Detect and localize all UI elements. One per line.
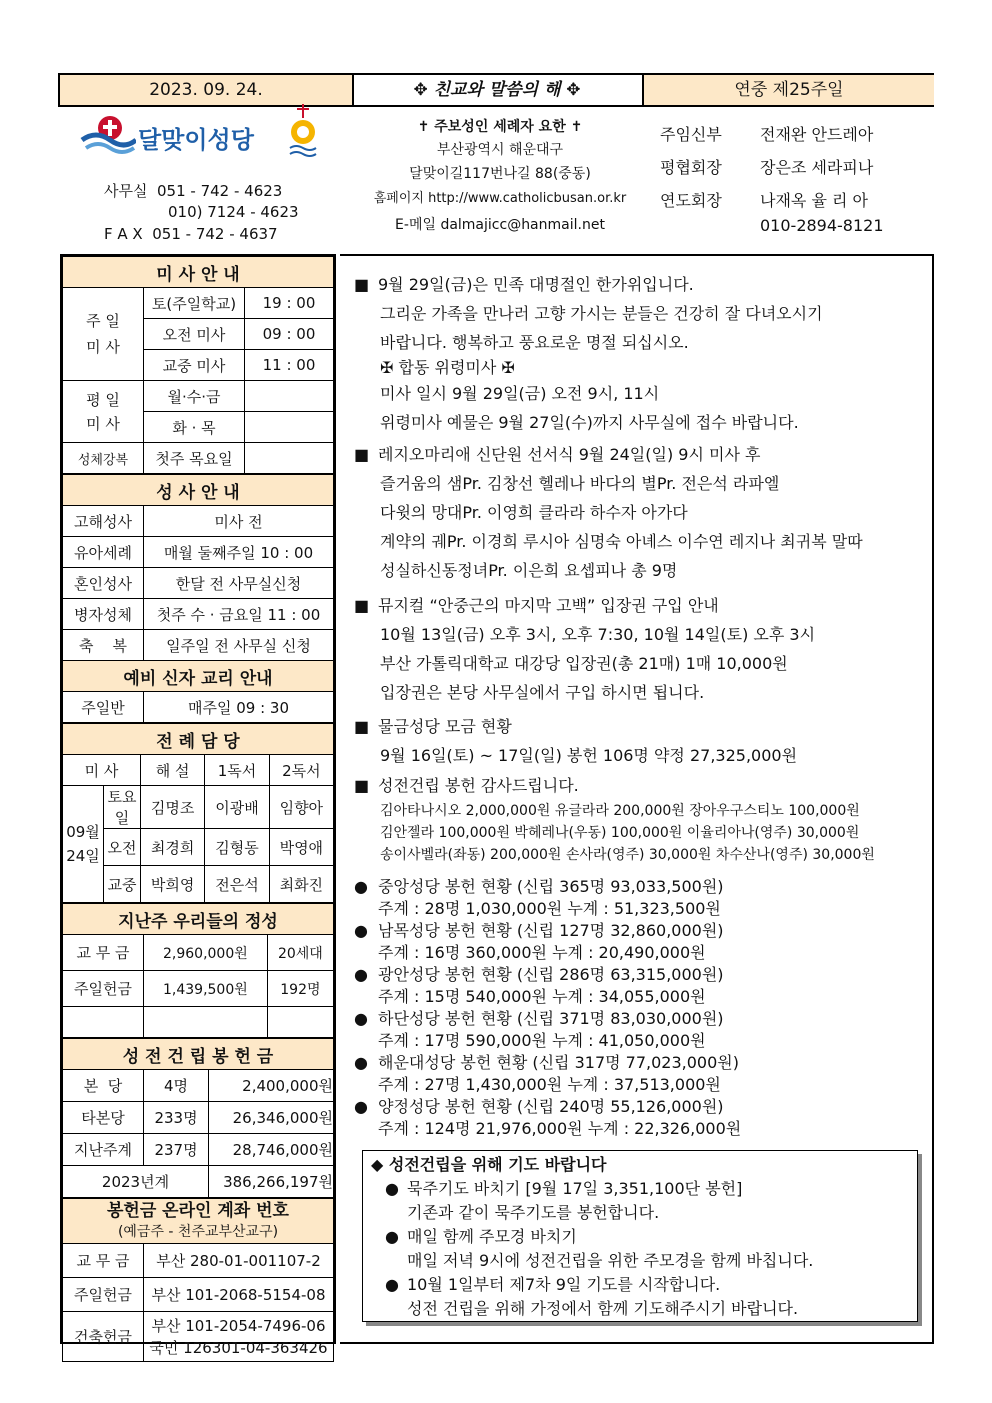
- catechumen-title: 예비 신자 교리 안내: [63, 661, 334, 692]
- account-label: 주일헌금: [63, 1278, 144, 1312]
- parish-detail: 주계 : 17명 590,000원 누계 : 41,050,000원: [378, 1031, 706, 1050]
- offering-count: 20세대: [267, 935, 333, 971]
- donor-line: 김안젤라 100,000원 박헤레나(우동) 100,000원 이율리아나(영주) 30,000원: [380, 825, 860, 841]
- fund-amount: 28,746,000원: [209, 1134, 334, 1166]
- parish-detail: 주계 : 28명 1,030,000원 누계 : 51,323,500원: [378, 899, 721, 918]
- notice-text: 9월 16일(토) ~ 17일(일) 봉헌 106명 약정 27,325,000원: [380, 746, 798, 765]
- parish-title: 남목성당 봉헌 현황 (신립 127명 32,860,000원): [378, 921, 724, 940]
- parish-detail: 주계 : 124명 21,976,000원 누계 : 22,326,000원: [378, 1119, 742, 1138]
- mobile-phone: 010) 7124 - 4623: [168, 203, 299, 221]
- dot-bullet-icon: ●: [354, 877, 368, 896]
- fund-label: 본 당: [63, 1070, 144, 1102]
- mass-time: 09 : 00: [245, 319, 334, 350]
- liturgical-week: 연중 제25주일: [642, 75, 934, 105]
- prayer-item-body: 매일 저녁 9시에 성전건립을 위한 주모경을 함께 바칩니다.: [407, 1251, 814, 1270]
- year-theme: ✥ 친교와 말씀의 해 ✥: [413, 80, 581, 100]
- catechumen-label: 주일반: [63, 692, 144, 723]
- email-link[interactable]: E-메일 dalmajicc@hanmail.net: [395, 217, 605, 233]
- liturgy-reading1: 전은석: [205, 866, 269, 903]
- fund-label: 지난주계: [63, 1134, 144, 1166]
- notice-thanks: [354, 771, 875, 866]
- offering-amount: 1,439,500원: [144, 971, 268, 1007]
- adoration-label: 성체강복: [63, 443, 144, 474]
- building-fund-title: 성 전 건 립 봉 헌 금: [63, 1039, 334, 1070]
- dot-bullet-icon: ●: [385, 1275, 399, 1294]
- account-number: 국민 126301-04-363426: [149, 1338, 328, 1357]
- fund-count: 4명: [144, 1070, 209, 1102]
- notice-text: 뮤지컬 “안중근의 마지막 고백” 입장권 구입 안내: [378, 596, 719, 615]
- liturgy-header: 1독서: [205, 755, 269, 786]
- square-bullet-icon: ■: [354, 776, 370, 795]
- notice-text: 레지오마리애 신단원 선서식 9월 24일(일) 9시 미사 후: [378, 445, 761, 464]
- liturgy-mass: 토요일: [104, 786, 141, 829]
- parish-detail: 주계 : 15명 540,000원 누계 : 34,055,000원: [378, 987, 706, 1006]
- fund-amount: 26,346,000원: [209, 1102, 334, 1134]
- notice-text: ✠ 합동 위령미사 ✠: [380, 358, 515, 377]
- fund-count: 233명: [144, 1102, 209, 1134]
- notice-text: 물금성당 모금 현황: [378, 717, 512, 736]
- address-line-2: 달맞이길117번나길 88(중동): [409, 166, 591, 182]
- staff-role: 주임신부: [660, 125, 722, 144]
- fund-count: 237명: [144, 1134, 209, 1166]
- mass-guide-title: 미 사 안 내: [63, 257, 334, 288]
- staff-name: 나재옥 율 리 아: [760, 191, 868, 210]
- parish-title: 중앙성당 봉헌 현황 (신립 365명 93,033,500원): [378, 877, 724, 896]
- mass-name: 월·수·금: [144, 381, 245, 412]
- account-number: 부산 101-2068-5154-08: [144, 1278, 334, 1312]
- dot-bullet-icon: ●: [354, 1053, 368, 1072]
- prayer-title: ◆ 성전건립을 위해 기도 바랍니다: [371, 1155, 607, 1174]
- parish-detail: 주계 : 16명 360,000원 누계 : 20,490,000원: [378, 943, 706, 962]
- parish-title: 해운대성당 봉헌 현황 (신립 317명 77,023,000원): [378, 1053, 739, 1072]
- mass-name: 화 · 목: [144, 412, 245, 443]
- notice-text: 부산 가톨릭대학교 대강당 입장권(총 21매) 1매 10,000원: [380, 654, 788, 673]
- parish-title: 광안성당 봉헌 현황 (신립 286명 63,315,000원): [378, 965, 724, 984]
- dot-bullet-icon: ●: [354, 965, 368, 984]
- sacrament-value: 매월 둘째주일 10 : 00: [144, 537, 334, 568]
- bulletin-date: 2023. 09. 24.: [60, 75, 354, 105]
- dot-bullet-icon: ●: [354, 1097, 368, 1116]
- accounts-subtitle: (예금주 - 천주교부산교구): [117, 1223, 279, 1240]
- staff-name: 장은조 세라피나: [760, 158, 874, 177]
- sunday-mass-label: 주 일 미 사: [63, 288, 144, 381]
- mass-time: 19 : 00: [245, 288, 334, 319]
- offerings-title: 지난주 우리들의 정성: [63, 904, 334, 935]
- accounts-title-text: 봉헌금 온라인 계좌 번호: [107, 1200, 289, 1221]
- fax-number: F A X 051 - 742 - 4637: [104, 225, 278, 243]
- header-bar: [58, 73, 934, 107]
- mass-name: 교중 미사: [144, 350, 245, 381]
- prayer-item-head: 매일 함께 주모경 바치기: [407, 1227, 577, 1246]
- prayer-box: [362, 1150, 918, 1322]
- account-label: 건축헌금: [63, 1312, 144, 1362]
- notice-text: 바랍니다. 행복하고 풍요로운 명절 되십시오.: [380, 333, 689, 352]
- notice-text: 그리운 가족을 만나러 고향 가시는 분들은 건강히 잘 다녀오시기: [380, 304, 823, 323]
- liturgy-mass: 오전: [104, 829, 141, 866]
- staff-list: [660, 118, 930, 217]
- prayer-item-head: 10월 1일부터 제7차 9일 기도를 시작합니다.: [407, 1275, 721, 1294]
- notice-mulgeum: [354, 712, 797, 770]
- notice-text: 즐거움의 샘Pr. 김창선 헬레나 바다의 별Pr. 전은석 라파엘: [380, 474, 780, 493]
- sacrament-label: 혼인성사: [63, 568, 144, 599]
- notice-legio: [354, 440, 863, 585]
- parish-detail: 주계 : 27명 1,430,000원 누계 : 37,513,000원: [378, 1075, 721, 1094]
- liturgy-header: 2독서: [269, 755, 333, 786]
- church-logo-icon: [80, 112, 136, 158]
- notice-text: 계약의 궤Pr. 이경희 루시아 심명숙 아녜스 이수연 레지나 최귀복 말따: [380, 532, 863, 551]
- mass-name: 토(주일학교): [144, 288, 245, 319]
- weekday-mass-label: 평 일 미 사: [63, 381, 144, 443]
- offering-count: 192명: [267, 971, 333, 1007]
- liturgy-reading1: 이광배: [205, 786, 269, 829]
- parish-title: 하단성당 봉헌 현황 (신립 371명 83,030,000원): [378, 1009, 724, 1028]
- sacrament-label: 고해성사: [63, 506, 144, 537]
- fund-label: 타본당: [63, 1102, 144, 1134]
- fund-year-label: 2023년계: [63, 1166, 209, 1198]
- mass-name: 오전 미사: [144, 319, 245, 350]
- mass-time: [245, 381, 334, 412]
- staff-role: 평협회장: [660, 158, 722, 177]
- parish-name: 달맞이성당: [138, 126, 254, 154]
- address-line-1: 부산광역시 해운대구: [436, 142, 564, 158]
- catechumen-value: 매주일 09 : 30: [144, 692, 334, 723]
- notice-musical: [354, 591, 815, 707]
- liturgy-reading2: 최화진: [269, 866, 333, 903]
- sacrament-label: 유아세례: [63, 537, 144, 568]
- sacrament-label: 병자성체: [63, 599, 144, 630]
- fund-amount: 2,400,000원: [209, 1070, 334, 1102]
- parish-offerings-list: [354, 876, 741, 1140]
- sacrament-value: 미사 전: [144, 506, 334, 537]
- mass-time: 11 : 00: [245, 350, 334, 381]
- offering-label: 주일헌금: [63, 971, 144, 1007]
- liturgy-header: 미 사: [63, 755, 141, 786]
- liturgy-reading2: 박영애: [269, 829, 333, 866]
- sacrament-value: 일주일 전 사무실 신청: [144, 630, 334, 661]
- notice-text: 미사 일시 9월 29일(금) 오전 9시, 11시: [380, 384, 660, 403]
- prayer-item-head: 묵주기도 바치기 [9월 17일 3,351,100단 봉헌]: [407, 1179, 743, 1198]
- patron-saint: ✝ 주보성인 세례자 요한 ✝: [417, 119, 583, 135]
- liturgy-mass: 교중: [104, 866, 141, 903]
- notice-text: 9월 29일(금)은 민족 대명절인 한가위입니다.: [378, 275, 694, 294]
- liturgy-commentary: 최경희: [141, 829, 205, 866]
- dot-bullet-icon: ●: [354, 921, 368, 940]
- prayer-item-body: 기존과 같이 묵주기도를 봉헌합니다.: [407, 1203, 660, 1222]
- staff-phone: 010-2894-8121: [760, 216, 884, 235]
- notice-chuseok: [354, 270, 823, 437]
- liturgy-commentary: 박희영: [141, 866, 205, 903]
- donor-line: 송이사벨라(좌동) 200,000원 손사라(영주) 30,000원 차수산나(영주) 30,000원: [380, 847, 875, 863]
- dot-bullet-icon: ●: [385, 1179, 399, 1198]
- offering-amount: 2,960,000원: [144, 935, 268, 971]
- notice-text: 다윗의 망대Pr. 이영희 클라라 하수자 아가다: [380, 503, 688, 522]
- liturgy-reading1: 김형동: [205, 829, 269, 866]
- square-bullet-icon: ■: [354, 717, 370, 736]
- sacrament-guide-title: 성 사 안 내: [63, 475, 334, 506]
- accounts-title: [63, 1199, 334, 1244]
- moon-cross-icon: [284, 104, 324, 160]
- square-bullet-icon: ■: [354, 445, 370, 464]
- liturgy-date: 09월 24일: [63, 786, 104, 903]
- notice-text: 성전건립 봉헌 감사드립니다.: [378, 776, 579, 795]
- account-number: 부산 101-2054-7496-06: [151, 1316, 326, 1335]
- prayer-item-body: 성전 건립을 위해 가정에서 함께 기도해주시기 바랍니다.: [407, 1299, 799, 1318]
- liturgy-header: 해 설: [141, 755, 205, 786]
- left-info-column: [60, 254, 336, 1357]
- homepage-link[interactable]: 홈페이지 http://www.catholicbusan.or.kr: [373, 191, 627, 206]
- account-number: 부산 280-01-001107-2: [144, 1244, 334, 1278]
- account-label: 교 무 금: [63, 1244, 144, 1278]
- square-bullet-icon: ■: [354, 596, 370, 615]
- staff-role: 연도회장: [660, 191, 722, 210]
- adoration-value: 첫주 목요일: [144, 443, 245, 474]
- parish-title: 양정성당 봉헌 현황 (신립 240명 55,126,000원): [378, 1097, 724, 1116]
- sacrament-label: 축 복: [63, 630, 144, 661]
- fund-year-total: 386,266,197원: [209, 1166, 334, 1198]
- sacrament-value: 한달 전 사무실신청: [144, 568, 334, 599]
- office-phone: 사무실 051 - 742 - 4623: [104, 182, 283, 200]
- sacrament-value: 첫주 수 · 금요일 11 : 00: [144, 599, 334, 630]
- notice-text: 입장권은 본당 사무실에서 구입 하시면 됩니다.: [380, 683, 705, 702]
- liturgy-commentary: 김명조: [141, 786, 205, 829]
- staff-name: 전재완 안드레아: [760, 125, 874, 144]
- liturgy-reading2: 임향아: [269, 786, 333, 829]
- notice-text: 10월 13일(금) 오후 3시, 오후 7:30, 10월 14일(토) 오후 3시: [380, 625, 816, 644]
- offering-label: 교 무 금: [63, 935, 144, 971]
- liturgy-title: 전 례 담 당: [63, 724, 334, 755]
- dot-bullet-icon: ●: [385, 1227, 399, 1246]
- dot-bullet-icon: ●: [354, 1009, 368, 1028]
- notice-text: 성실하신동정녀Pr. 이은희 요셉피나 총 9명: [380, 561, 678, 580]
- notice-text: 위령미사 예물은 9월 27일(수)까지 사무실에 접수 바랍니다.: [380, 413, 799, 432]
- mass-time: [245, 412, 334, 443]
- donor-line: 김아타나시오 2,000,000원 유글라라 200,000원 장아우구스티노 100,000원: [380, 803, 860, 819]
- square-bullet-icon: ■: [354, 275, 370, 294]
